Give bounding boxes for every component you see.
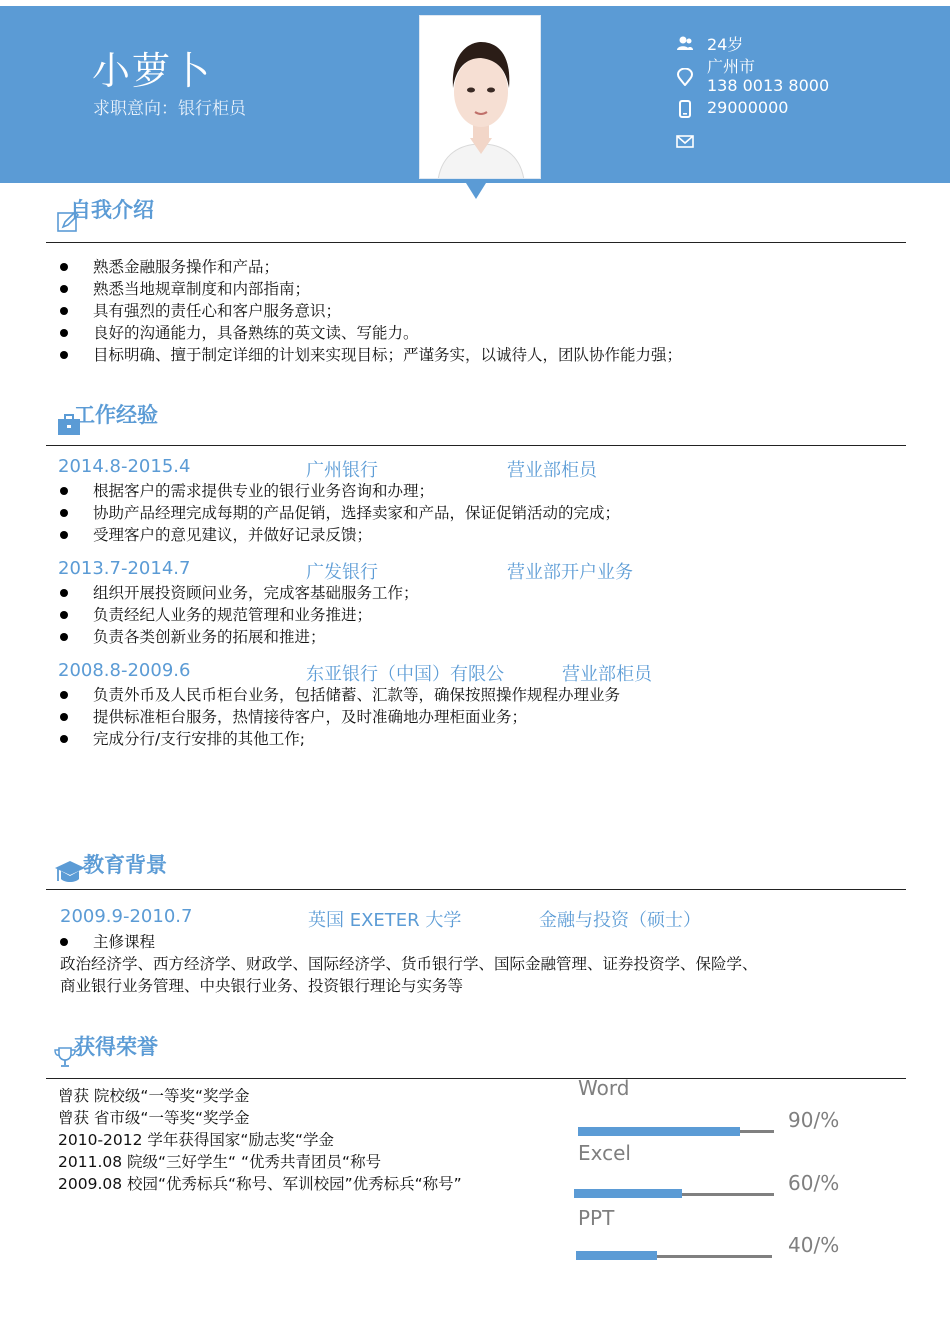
skill-percent: 40/% xyxy=(788,1233,840,1257)
list-item: 2011.08 院级“三好学生“ “优秀共青团员“称号 xyxy=(58,1153,382,1171)
skill-level-bar xyxy=(578,1127,740,1136)
contact-qq xyxy=(676,98,916,120)
section-divider xyxy=(46,242,906,243)
edu-date: 2009.9-2010.7 xyxy=(60,906,193,927)
job-header xyxy=(58,456,918,482)
list-item: 曾获 省市级“一等奖“奖学金 xyxy=(58,1109,250,1127)
city-text: 广州市 xyxy=(707,57,756,76)
edu-school: 英国 EXETER 大学 xyxy=(308,910,462,931)
courses-line: 政治经济学、西方经济学、财政学、国际经济学、货币银行学、国际金融管理、证券投资学、保险学、 xyxy=(60,955,758,973)
job-position: 营业部柜员 xyxy=(507,460,597,481)
job-duties xyxy=(60,582,419,648)
section-title-intro: 自我介绍 xyxy=(70,198,154,222)
phone-text: 138 0013 8000 xyxy=(707,76,830,95)
list-item: 组织开展投资顾问业务，完成客基础服务工作； xyxy=(60,582,419,604)
candidate-name: 小萝卜 xyxy=(92,49,213,93)
list-item: 完成分行/支行安排的其他工作; xyxy=(60,728,620,750)
skill-name: Excel xyxy=(578,1141,631,1165)
list-item: 协助产品经理完成每期的产品促销，选择卖家和产品，保证促销活动的完成； xyxy=(60,502,620,524)
job-header xyxy=(58,660,918,686)
job-header xyxy=(58,558,918,584)
job-date: 2013.7-2014.7 xyxy=(58,558,191,579)
job-duties xyxy=(60,480,620,546)
skill-percent: 90/% xyxy=(788,1108,840,1132)
job-position: 营业部柜员 xyxy=(562,664,652,685)
edu-major: 金融与投资（硕士） xyxy=(539,910,701,931)
skill-level-bar xyxy=(576,1251,657,1260)
section-title-honors: 获得荣誉 xyxy=(74,1035,158,1059)
job-company: 东亚银行（中国）有限公 xyxy=(306,664,504,685)
list-item: 曾获 院校级“一等奖“奖学金 xyxy=(58,1087,250,1105)
course-label-list xyxy=(60,931,155,953)
list-item: 2010-2012 学年获得国家“励志奖“学金 xyxy=(58,1131,334,1149)
list-item: 受理客户的意见建议，并做好记录反馈； xyxy=(60,524,620,546)
job-intent: 求职意向：银行柜员 xyxy=(93,99,246,119)
list-item: 负责经纪人业务的规范管理和业务推进； xyxy=(60,604,419,626)
contact-phone xyxy=(676,76,916,98)
job-position: 营业部开户业务 xyxy=(507,562,633,583)
section-title-education: 教育背景 xyxy=(83,853,167,877)
graduation-cap-icon xyxy=(54,859,86,885)
skill-name: Word xyxy=(578,1076,630,1100)
job-date: 2014.8-2015.4 xyxy=(58,456,191,477)
education-header xyxy=(60,906,920,932)
section-divider xyxy=(46,889,906,890)
list-item: 负责各类创新业务的拓展和推进； xyxy=(60,626,419,648)
skill-percent: 60/% xyxy=(788,1171,840,1195)
job-company: 广州银行 xyxy=(306,460,378,481)
skill-name: PPT xyxy=(578,1206,615,1230)
profile-photo xyxy=(419,15,541,179)
list-item: 熟悉金融服务操作和产品； xyxy=(60,256,682,278)
courses-line: 商业银行业务管理、中央银行业务、投资银行理论与实务等 xyxy=(60,977,464,995)
list-item: 熟悉当地规章制度和内部指南； xyxy=(60,278,682,300)
skill-level-bar xyxy=(574,1189,682,1198)
list-item: 提供标准柜台服务，热情接待客户，及时准确地办理柜面业务； xyxy=(60,706,620,728)
job-date: 2008.8-2009.6 xyxy=(58,660,191,681)
mail-icon xyxy=(676,132,694,150)
contact-email xyxy=(676,130,916,152)
section-title-work: 工作经验 xyxy=(74,403,158,427)
user-icon xyxy=(676,34,694,52)
section-divider xyxy=(46,1078,906,1079)
list-item: 主修课程 xyxy=(60,931,155,953)
list-item: 根据客户的需求提供专业的银行业务咨询和办理； xyxy=(60,480,620,502)
contact-age xyxy=(676,32,916,54)
section-divider xyxy=(46,445,906,446)
qq-text: 29000000 xyxy=(707,98,789,117)
list-item: 2009.08 校园“优秀标兵“称号、军训校园”优秀标兵“称号” xyxy=(58,1175,462,1193)
honors-list xyxy=(58,1085,518,1195)
contact-city xyxy=(676,54,916,76)
list-item: 具有强烈的责任心和客户服务意识； xyxy=(60,300,682,322)
age-text: 24岁 xyxy=(707,35,744,54)
photo-pointer xyxy=(466,183,486,199)
list-item: 负责外币及人民币柜台业务，包括储蓄、汇款等，确保按照操作规程办理业务 xyxy=(60,684,620,706)
job-company: 广发银行 xyxy=(306,562,378,583)
list-item: 目标明确、擅于制定详细的计划来实现目标；严谨务实，以诚待人，团队协作能力强； xyxy=(60,344,682,366)
job-duties xyxy=(60,684,620,750)
phone-icon xyxy=(676,100,694,118)
list-item: 良好的沟通能力，具备熟练的英文读、写能力。 xyxy=(60,322,682,344)
intro-list xyxy=(60,256,682,366)
